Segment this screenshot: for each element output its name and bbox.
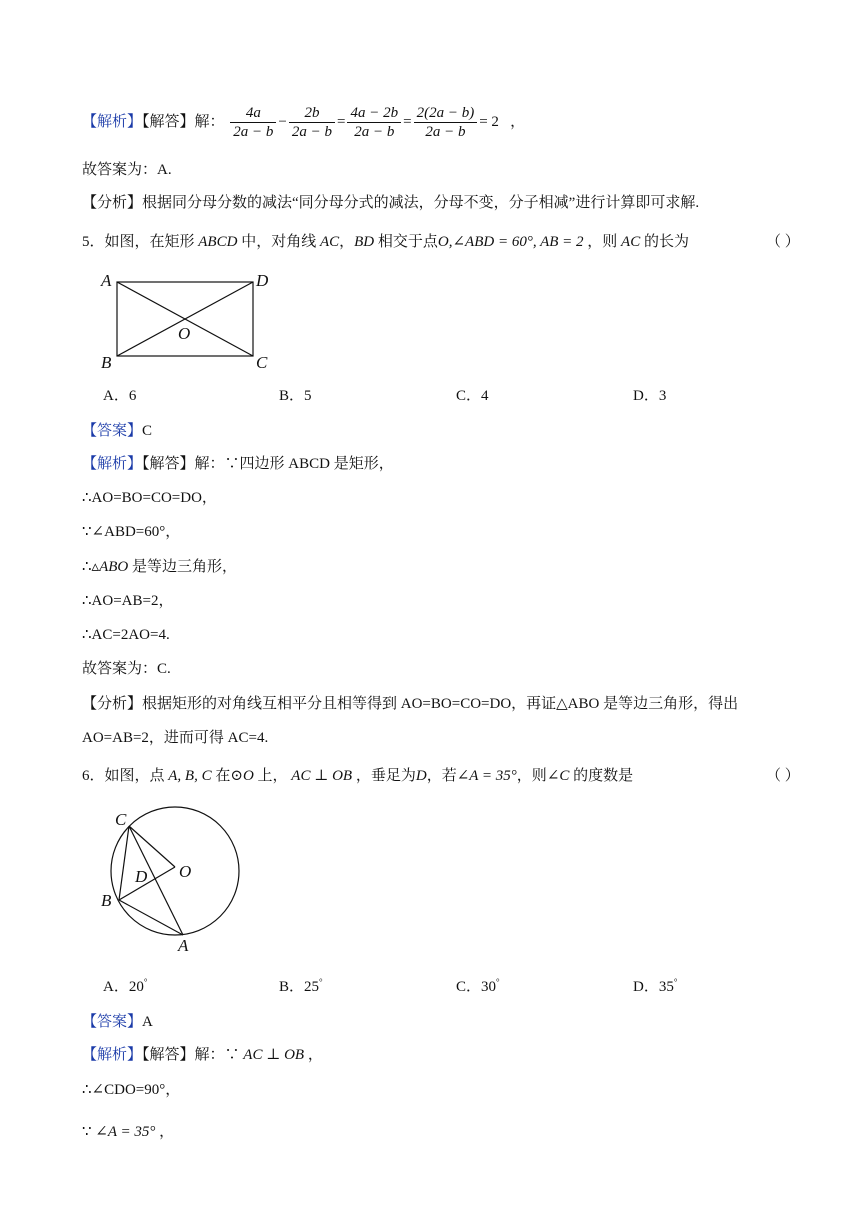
q6-label-A: A <box>178 936 189 955</box>
q5-stem: 5．如图，在矩形 ABCD 中，对角线 AC，BD 相交于点O,∠ABD = 60°, AB = 2 ，则 AC 的长为 <box>82 234 689 250</box>
q6-solution-2: ∴∠CDO=90°， <box>82 1082 181 1098</box>
q5-answer-key: 【答案】C <box>82 423 153 439</box>
q6-label-B: B <box>101 891 112 910</box>
q6-solution-3: ∵ ∠A = 35° ， <box>82 1124 175 1140</box>
q5-analysis-1: 【分析】根据矩形的对角线互相平分且相等得到 AO=BO=CO=DO，再证△ABO 是等边三角形，得出 <box>82 696 739 712</box>
q6-solution-1: 【解析】【解答】解：∵ AC ⊥ OB ， <box>82 1047 323 1063</box>
q5-option-c[interactable]: C．4 <box>456 388 489 404</box>
q5-answer-line: 故答案为：C. <box>82 661 171 677</box>
jieda-tag: 【解答】 <box>142 113 195 130</box>
q6-answer-key: 【答案】A <box>82 1014 153 1030</box>
q6-option-d[interactable]: D．35° <box>633 977 678 995</box>
q6-circle-figure <box>95 805 255 955</box>
q6-label-D: D <box>135 867 148 886</box>
q6-stem: 6．如图，点 A, B, C 在⊙O 上， AC ⊥ OB ，垂足为D，若∠A = 35°，则∠C 的度数是 <box>82 768 634 784</box>
q5-option-a[interactable]: A．6 <box>103 388 137 404</box>
q4-analysis: 【分析】根据同分母分数的减法“同分母分式的减法，分母不变，分子相减”进行计算即可求解. <box>82 195 700 211</box>
q5-label-C: C <box>256 353 268 372</box>
q4-solution-line: 【解析】【解答】解： $\frac{4a}{2a - b}$ − $\frac{2b}{2a - b}$ = $\frac{4a - 2b}{2a - b}$ = $\frac{2(2a - b)}{2a - b}$ = 2 ， <box>82 105 526 140</box>
q4-answer: 故答案为：A. <box>82 162 172 178</box>
q6-label-O: O <box>179 862 192 881</box>
q6-option-a[interactable]: A．20° <box>103 977 148 995</box>
q5-solution-6: ∴AC=2AO=4. <box>82 627 170 643</box>
fraction-1: $\frac{4a}{2a - b}$ <box>230 104 276 141</box>
q5-option-b[interactable]: B．5 <box>279 388 312 404</box>
q6-option-c[interactable]: C．30° <box>456 977 500 995</box>
q5-solution-2: ∴AO=BO=CO=DO， <box>82 490 217 506</box>
fraction-3: $\frac{4a - 2b}{2a - b}$ <box>347 104 401 141</box>
q6-answer-parens: （ ） <box>766 768 800 784</box>
q5-label-B: B <box>101 353 112 372</box>
q5-answer-parens: （ ） <box>766 234 800 250</box>
q5-solution-5: ∴AO=AB=2， <box>82 593 174 609</box>
q5-rectangle-figure <box>95 268 285 378</box>
q5-solution-3: ∵∠ABD=60°， <box>82 524 181 540</box>
q5-label-D: D <box>256 271 269 290</box>
q5-solution-1: 【解析】【解答】解：∵四边形 ABCD 是矩形， <box>82 456 394 472</box>
q6-option-b[interactable]: B．25° <box>279 977 323 995</box>
q5-option-d[interactable]: D．3 <box>633 388 667 404</box>
jiexi-tag: 【解析】 <box>82 113 143 130</box>
fraction-2: $\frac{2b}{2a - b}$ <box>289 104 335 141</box>
fraction-4: $\frac{2(2a - b)}{2a - b}$ <box>414 104 478 141</box>
q5-label-A: A <box>101 271 112 290</box>
q5-solution-4: ∴▵ABO 是等边三角形， <box>82 559 237 575</box>
q6-label-C: C <box>115 810 127 829</box>
q5-analysis-2: AO=AB=2，进而可得 AC=4. <box>82 730 269 746</box>
q5-label-O: O <box>178 324 191 343</box>
